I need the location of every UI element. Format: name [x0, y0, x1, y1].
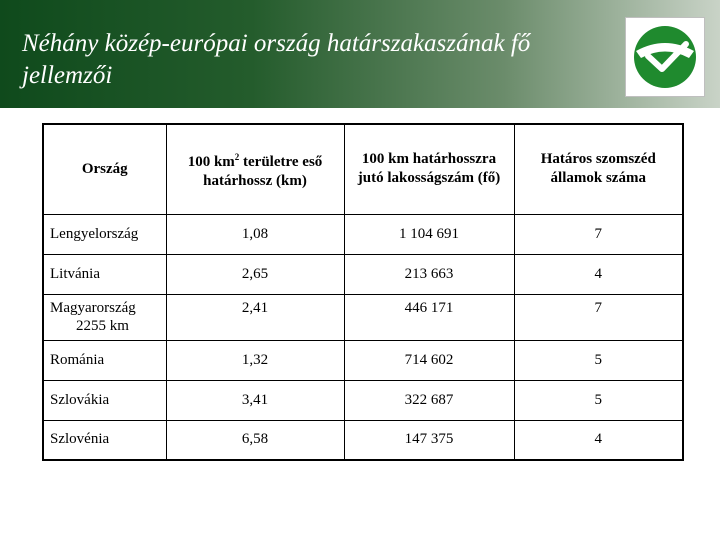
- header-border-per-area-sup: 2: [234, 151, 240, 162]
- header-border-per-area-prefix: 100 km: [187, 153, 235, 170]
- neighbors-cell: 4: [514, 254, 683, 294]
- header-country: Ország: [43, 124, 166, 214]
- population-per-border-cell: 147 375: [344, 420, 514, 460]
- table-row: [43, 254, 683, 294]
- country-cell: Lengyelország: [43, 214, 166, 254]
- population-per-border-cell: 213 663: [344, 254, 514, 294]
- country-border-length: 2255 km: [76, 317, 129, 334]
- header-border-per-area-suffix: területre eső határhossz (km): [203, 153, 323, 189]
- table-row: [43, 380, 683, 420]
- slide-title: Néhány közép-európai ország határszakaszának fő jellemzői: [22, 30, 531, 89]
- population-per-border-cell: 322 687: [344, 380, 514, 420]
- border-per-area-cell: 1,32: [166, 340, 344, 380]
- country-cell: Románia: [43, 340, 166, 380]
- header-neighbors: Határos szomszéd államok száma: [514, 124, 683, 214]
- border-per-area-cell: 1,08: [166, 214, 344, 254]
- country-name: Magyarország: [50, 299, 136, 316]
- country-cell: Szlovénia: [43, 420, 166, 460]
- border-per-area-cell: 6,58: [166, 420, 344, 460]
- green-circle-check-logo-icon: [625, 17, 705, 97]
- country-cell: [43, 294, 166, 340]
- neighbors-cell: 5: [514, 380, 683, 420]
- border-per-area-cell: 2,41: [166, 294, 344, 340]
- population-per-border-cell: 714 602: [344, 340, 514, 380]
- border-per-area-cell: 3,41: [166, 380, 344, 420]
- header-population-per-border: 100 km határhosszra jutó lakosságszám (fő): [344, 124, 514, 214]
- country-cell: Litvánia: [43, 254, 166, 294]
- border-characteristics-table: [42, 123, 684, 461]
- neighbors-cell: 7: [514, 294, 683, 340]
- table-row: [43, 214, 683, 254]
- table-row: [43, 340, 683, 380]
- header-border-per-area: [166, 124, 344, 214]
- neighbors-cell: 5: [514, 340, 683, 380]
- population-per-border-cell: 1 104 691: [344, 214, 514, 254]
- neighbors-cell: 4: [514, 420, 683, 460]
- country-cell: Szlovákia: [43, 380, 166, 420]
- population-per-border-cell: 446 171: [344, 294, 514, 340]
- slide-header: [0, 0, 720, 108]
- table-row: [43, 294, 683, 340]
- neighbors-cell: 7: [514, 214, 683, 254]
- table-row: [43, 420, 683, 460]
- border-per-area-cell: 2,65: [166, 254, 344, 294]
- table-header-row: [43, 124, 683, 214]
